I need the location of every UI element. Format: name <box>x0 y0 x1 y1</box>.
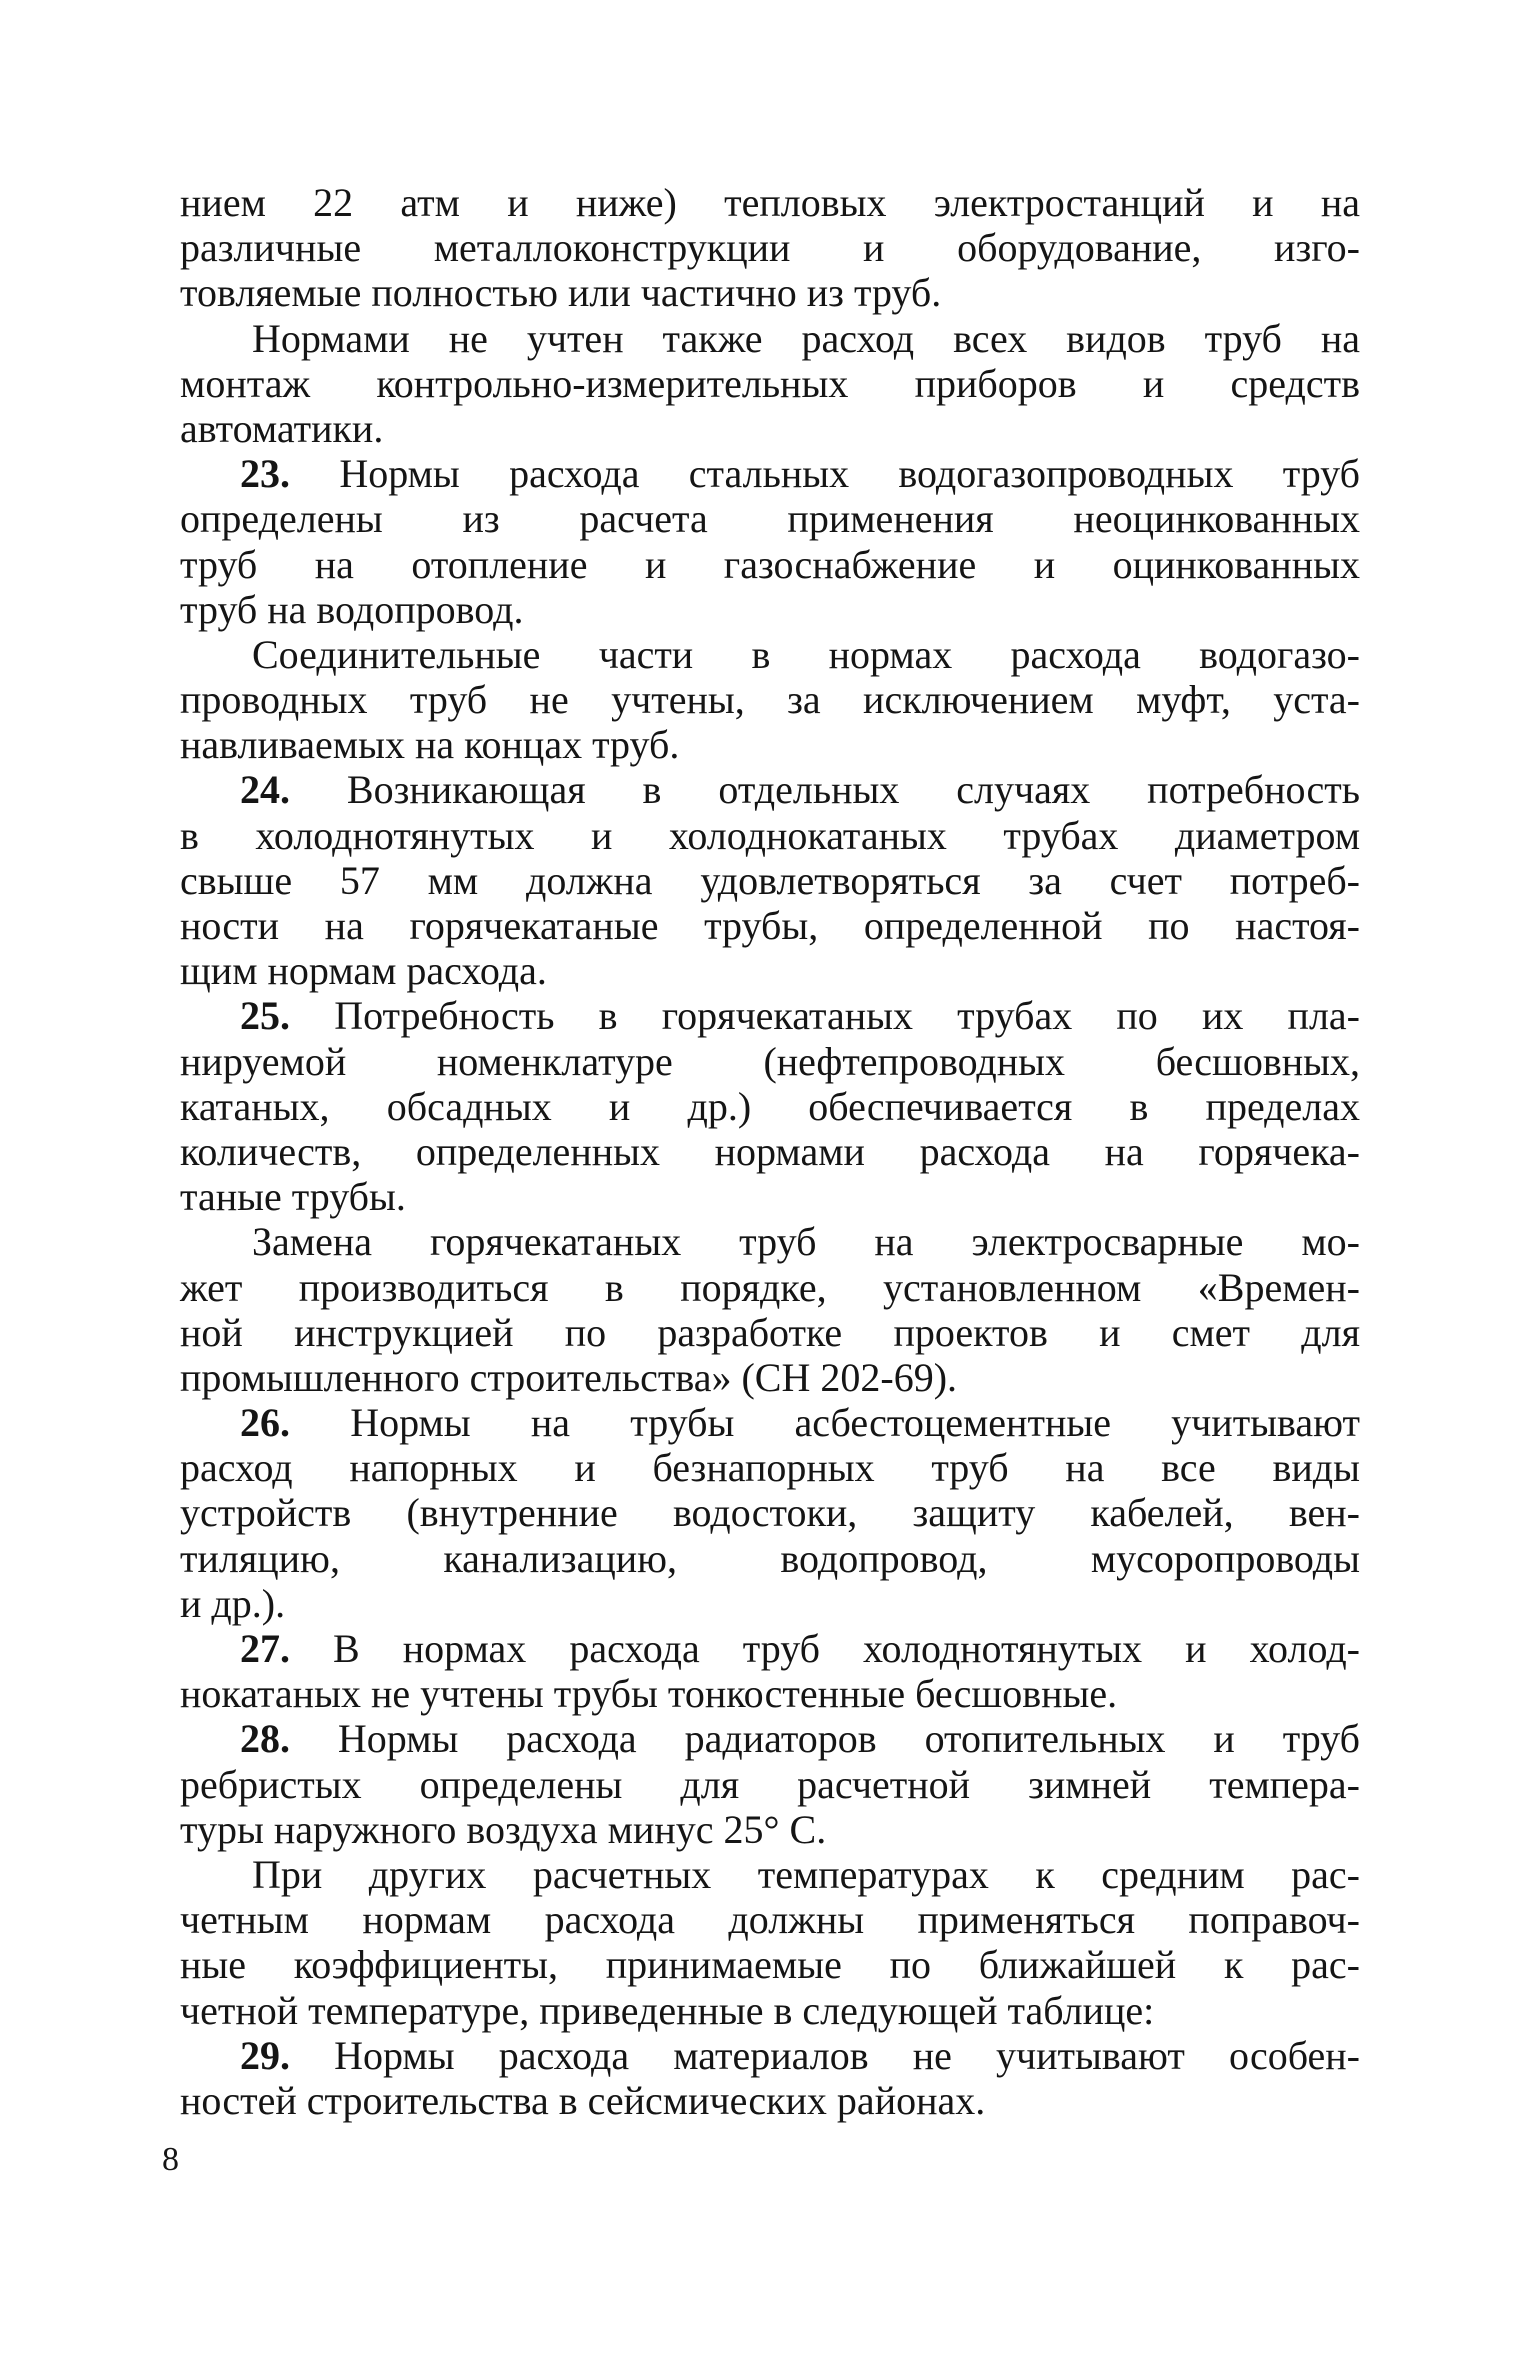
text-line: автоматики. <box>180 405 384 451</box>
text-line: промышленного строительства» (СН 202-69). <box>180 1354 958 1400</box>
text-line: В нормах расхода труб холоднотянутых и холод- <box>333 1626 1360 1671</box>
text-line: При других расчетных температурах к средним рас- <box>252 1851 1360 1897</box>
clause-number: 26. <box>240 1400 290 1446</box>
paragraph-27-first-line <box>180 1626 1360 1671</box>
paragraph-24-first-line <box>180 767 1360 812</box>
text-line: Потребность в горячекатаных трубах по их пла- <box>334 993 1361 1039</box>
text-line: тиляцию, канализацию, водопровод, мусоропроводы <box>180 1535 1360 1581</box>
clause-number: 23. <box>240 451 290 497</box>
text-line: четной температуре, приведенные в следующей таблице: <box>180 1987 1155 2033</box>
text-line: четным нормам расхода должны применяться поправоч- <box>180 1897 1360 1943</box>
text-line: Нормами не учтен также расход всех видов труб на <box>252 315 1360 361</box>
text-line: проводных труб не учтены, за исключением муфт, уста- <box>180 677 1360 723</box>
text-line: и др.). <box>180 1580 286 1626</box>
clause-number: 29. <box>240 2032 290 2078</box>
text-line: монтаж контрольно-измерительных приборов и средств <box>180 360 1360 406</box>
text-line: туры наружного воздуха минус 25° С. <box>180 1806 827 1852</box>
paragraph-23-first-line <box>180 451 1360 496</box>
text-line: ребристых определены для расчетной зимней темпера- <box>180 1761 1360 1807</box>
text-line: устройств (внутренние водостоки, защиту кабелей, вен- <box>180 1490 1360 1536</box>
text-line: навливаемых на концах труб. <box>180 722 680 768</box>
clause-number: 28. <box>240 1716 290 1762</box>
text-line: различные металлоконструкции и оборудование, изго- <box>180 225 1360 271</box>
document-body <box>180 180 1360 2123</box>
text-line: ности на горячекатаные трубы, определенной по настоя- <box>180 903 1360 948</box>
text-line: труб на водопровод. <box>180 586 524 632</box>
text-line: таные трубы. <box>180 1174 406 1220</box>
text-line: щим нормам расхода. <box>180 948 547 994</box>
text-line: жет производиться в порядке, установленном «Времен- <box>180 1264 1360 1310</box>
text-line: в холоднотянутых и холоднокатаных трубах диаметром <box>180 812 1360 858</box>
text-line: ные коэффициенты, принимаемые по ближайшей к рас- <box>180 1942 1360 1988</box>
clause-number: 27. <box>240 1626 290 1671</box>
text-line: определены из расчета применения неоцинкованных <box>180 496 1360 542</box>
text-line: катаных, обсадных и др.) обеспечивается в пределах <box>180 1083 1360 1129</box>
text-line: ностей строительства в сейсмических районах. <box>180 2077 986 2123</box>
paragraph-29-first-line <box>180 2033 1360 2078</box>
paragraph-28-first-line <box>180 1716 1360 1761</box>
text-line: товляемые полностью или частично из труб. <box>180 270 942 316</box>
paragraph-25-first-line <box>180 993 1360 1038</box>
text-line: количеств, определенных нормами расхода на горячека- <box>180 1128 1360 1174</box>
text-line: свыше 57 мм должна удовлетворяться за счет потреб- <box>180 857 1360 903</box>
text-line: Нормы расхода материалов не учитывают особен- <box>334 2032 1360 2078</box>
clause-number: 25. <box>240 993 290 1039</box>
clause-number: 24. <box>240 767 290 813</box>
text-line: расход напорных и безнапорных труб на все виды <box>180 1445 1360 1491</box>
text-line: нокатаных не учтены трубы тонкостенные бесшовные. <box>180 1671 1118 1717</box>
text-line: Нормы расхода радиаторов отопительных и труб <box>337 1716 1361 1762</box>
text-line: Соединительные части в нормах расхода водогазо- <box>252 631 1360 677</box>
text-line: Нормы на трубы асбестоцементные учитывают <box>350 1400 1361 1446</box>
text-line: Возникающая в отдельных случаях потребность <box>346 767 1361 813</box>
text-line: нируемой номенклатуре (нефтепроводных бесшовных, <box>180 1038 1360 1084</box>
paragraph-26-first-line <box>180 1400 1360 1445</box>
text-line: Нормы расхода стальных водогазопроводных труб <box>339 451 1361 497</box>
page-number: 8 <box>162 2141 179 2178</box>
text-line: Замена горячекатаных труб на электросварные мо- <box>252 1219 1360 1265</box>
text-line: нием 22 атм и ниже) тепловых электростанций и на <box>180 180 1360 225</box>
text-line: труб на отопление и газоснабжение и оцинкованных <box>180 541 1360 587</box>
text-line: ной инструкцией по разработке проектов и смет для <box>180 1309 1360 1355</box>
